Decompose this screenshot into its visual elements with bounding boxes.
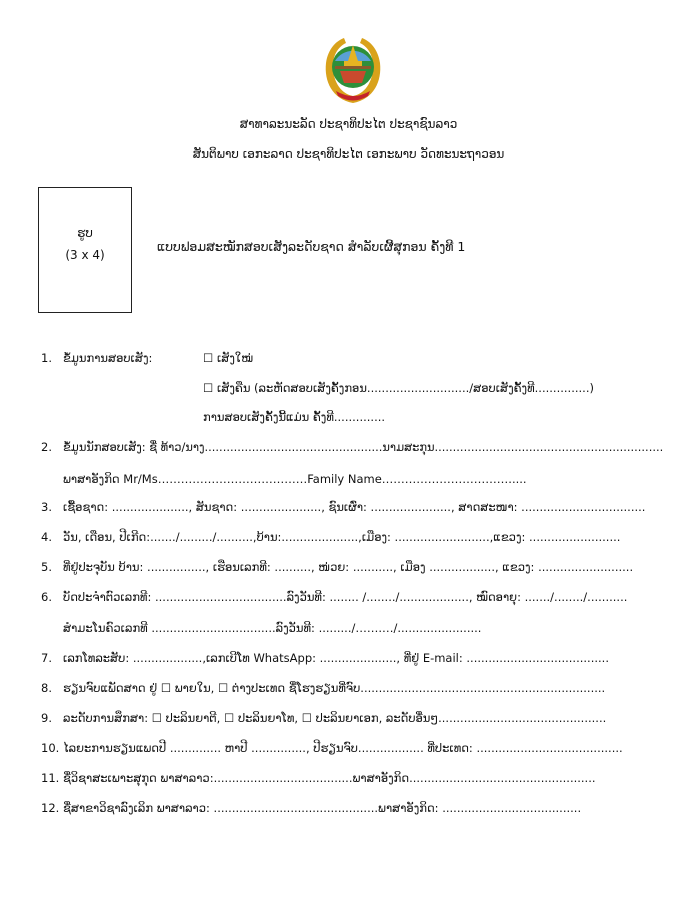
header-line-1: ສາທາລະນະລັດ ປະຊາທິປະໄຕ ປະຊາຊົນລາວ — [239, 117, 458, 131]
item-number: 8. — [41, 681, 52, 695]
id-card-field[interactable]: ບັດປະຈຳຕົວເລກທີ: ....................................ລົງວັນທີ: ........ /......../..................., ໝົດອາຍຸ: ......./......../........... — [63, 590, 628, 604]
exam-info-label: ຂໍ້ມູນການສອບເສັງ: — [63, 351, 153, 365]
item-number: 11. — [41, 771, 60, 785]
candidate-name-field[interactable]: ຂໍ້ມູນນັກສອບເສັງ: ຊື່ ທ້າວ/ນາງ.................................................ນາມສະກຸນ............................................................... — [63, 440, 664, 454]
school-location-field[interactable]: ຮຽນຈົບແພັດສາດ ຢູ່ ☐ ພາຍໃນ, ☐ ຕ່າງປະເທດ ຊື່ໂຮງຮຽນທີ່ຈົບ................................................................... — [63, 681, 606, 695]
current-address-field[interactable]: ທີ່ຢູ່ປະຈຸບັນ ບ້ານ: ................, ເຮືອນເລກທີ: .........., ໜ່ວຍ: ..........., ເມືອງ .................., ແຂວງ: .......................... — [63, 560, 634, 574]
item-number: 10. — [41, 741, 60, 755]
item-number: 6. — [41, 590, 52, 604]
contact-field[interactable]: ເລກໂທລະສັບ: ...................,ເລກເບີໂທ WhatsApp: ....................., ທີ່ຢູ່ E-mail: ....................................... — [63, 651, 609, 665]
retake-exam-option[interactable]: ☐ ເສັງຄືນ (ລະຫັດສອບເສັງຄັ້ງກອນ............................/ສອບເສັງຄັ້ງທີ...............) — [203, 381, 594, 395]
item-number: 5. — [41, 560, 52, 574]
birth-info-field[interactable]: ວັນ, ເດືອນ, ປີເກີດ:......./........./..........,ບ້ານ:.....................,ເມືອງ: ..........................,ແຂວງ: ......................... — [63, 530, 621, 544]
item-number: 4. — [41, 530, 52, 544]
form-title: ແບບຟອມສະໝັກສອບເສັງລະດັບຊາດ ສຳລັບເຜີ້ສຸກອນ ຄັ້ງທີ 1 — [157, 239, 466, 254]
ethnicity-nationality-field[interactable]: ເຊື້ອຊາດ: ....................., ສັນຊາດ: ......................, ຊົນເຜົ່າ: ......................, ສາດສະໜາ: .................................. — [63, 500, 646, 514]
header-line-2: ສັນຕິພາບ ເອກະລາດ ປະຊາທິປະໄຕ ເອກະພາບ ວັດທະນະຖາວອນ — [192, 147, 505, 161]
specialty-field[interactable]: ຊື່ວິຊາສະເພາະສຸກຸດ ພາສາລາວ:......................................ພາສາອັງກິດ................................................... — [63, 771, 596, 785]
english-name-field[interactable]: ພາສາອັງກິດ Mr/Ms…………………………………Family Name……………………………..... — [63, 472, 527, 486]
photo-box — [38, 187, 132, 313]
family-book-field[interactable]: ສຳມະໂນຄົວເລກທີ ..................................ລົງວັນທີ: ........./…….…/....................... — [63, 621, 482, 635]
item-number: 9. — [41, 711, 52, 725]
item-number: 12. — [41, 801, 60, 815]
study-period-field[interactable]: ໄລຍະການຮຽນແພດປີ .............. ຫາປີ ..............., ປີຮຽນຈົບ.................. ທີ່ປະເທດ: ........................................ — [63, 741, 623, 755]
new-exam-option[interactable]: ☐ ເສັງໃໝ່ — [203, 351, 254, 365]
photo-box-label: ຮູບ — [77, 226, 93, 240]
item-number: 1. — [41, 351, 52, 365]
item-number: 7. — [41, 651, 52, 665]
photo-box-size: (3 x 4) — [65, 248, 105, 262]
item-number: 3. — [41, 500, 52, 514]
national-emblem-icon — [322, 33, 384, 109]
item-number: 2. — [41, 440, 52, 454]
subspecialty-field[interactable]: ຊື່ສາຂາວິຊາລົງເລິກ ພາສາລາວ: .............................................ພາສາອັງກິດ: ...................................... — [63, 801, 582, 815]
exam-attempt-field[interactable]: ການສອບເສັງຄັ້ງນີ້ແມ່ນ ຄັ້ງທີ.............. — [203, 410, 386, 424]
education-level-field[interactable]: ລະດັບການສຶກສາ: ☐ ປະລິນຍາຕີ, ☐ ປະລິນຍາໂທ, ☐ ປະລິນຍາເອກ, ລະດັບອື່ນໆ.............................................. — [63, 711, 607, 725]
